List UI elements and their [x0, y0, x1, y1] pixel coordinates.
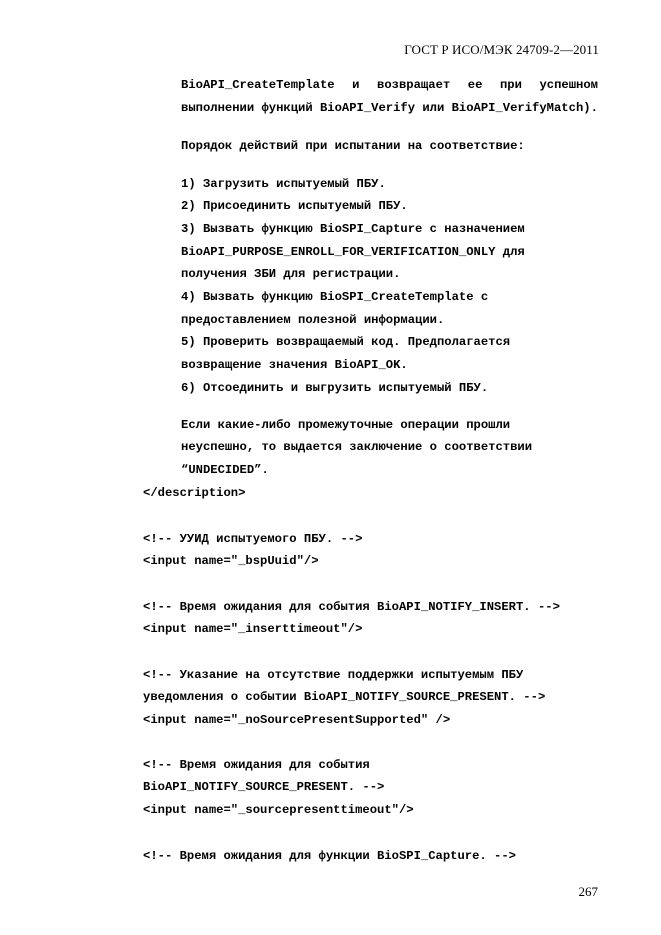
code-input-line: <input name="_inserttimeout"/>: [143, 622, 363, 636]
procedure-step-line: возвращение значения BioAPI_OK.: [181, 358, 408, 372]
code-input-line: <input name="_noSourcePresentSupported" />: [143, 713, 451, 727]
code-comment-line: <!-- Указание на отсутствие поддержки испытуемым ПБУ: [143, 668, 524, 682]
code-comment-line: уведомления о событии BioAPI_NOTIFY_SOURCE_PRESENT. -->: [143, 690, 546, 704]
code-comment-line: <!-- Время ожидания для события: [143, 758, 370, 772]
procedure-step-line: получения ЗБИ для регистрации.: [181, 267, 401, 281]
page-number: 267: [578, 884, 598, 899]
code-input-line: <input name="_sourcepresenttimeout"/>: [143, 803, 414, 817]
procedure-heading: Порядок действий при испытании на соответствие:: [181, 139, 525, 153]
code-comment-line: <!-- Время ожидания для функции BioSPI_Capture. -->: [143, 849, 516, 863]
page-header-standard: ГОСТ Р ИСО/МЭК 24709-2—2011: [404, 42, 599, 57]
procedure-step-line: 3) Вызвать функцию BioSPI_Capture с назначением: [181, 222, 525, 236]
code-comment-line: BioAPI_NOTIFY_SOURCE_PRESENT. -->: [143, 780, 385, 794]
procedure-step-line: 1) Загрузить испытуемый ПБУ.: [181, 177, 386, 191]
description-close-tag: </description>: [143, 486, 246, 500]
procedure-step-line: 6) Отсоединить и выгрузить испытуемый ПБУ.: [181, 381, 489, 395]
procedure-step-line: 5) Проверить возвращаемый код. Предполагается: [181, 335, 511, 349]
code-input-line: <input name="_bspUuid"/>: [143, 554, 319, 568]
procedure-step-line: 2) Присоединить испытуемый ПБУ.: [181, 199, 408, 213]
procedure-step-line: 4) Вызвать функцию BioSPI_CreateTemplate с: [181, 290, 489, 304]
failure-note-line: Если какие-либо промежуточные операции прошли: [181, 418, 511, 432]
failure-note-line: “UNDECIDED”.: [181, 463, 269, 477]
procedure-step-line: BioAPI_PURPOSE_ENROLL_FOR_VERIFICATION_ONLY для: [181, 245, 525, 259]
intro-line-2: выполнении функций BioAPI_Verify или BioAPI_VerifyMatch).: [181, 101, 598, 115]
procedure-step-line: предоставлением полезной информации.: [181, 313, 445, 327]
code-comment-line: <!-- УУИД испытуемого ПБУ. -->: [143, 532, 363, 546]
failure-note-line: неуспешно, то выдается заключение о соответствии: [181, 440, 533, 454]
code-comment-line: <!-- Время ожидания для события BioAPI_NOTIFY_INSERT. -->: [143, 600, 560, 614]
intro-line-1: BioAPI_CreateTemplate и возвращает ее при успешном: [181, 78, 598, 92]
